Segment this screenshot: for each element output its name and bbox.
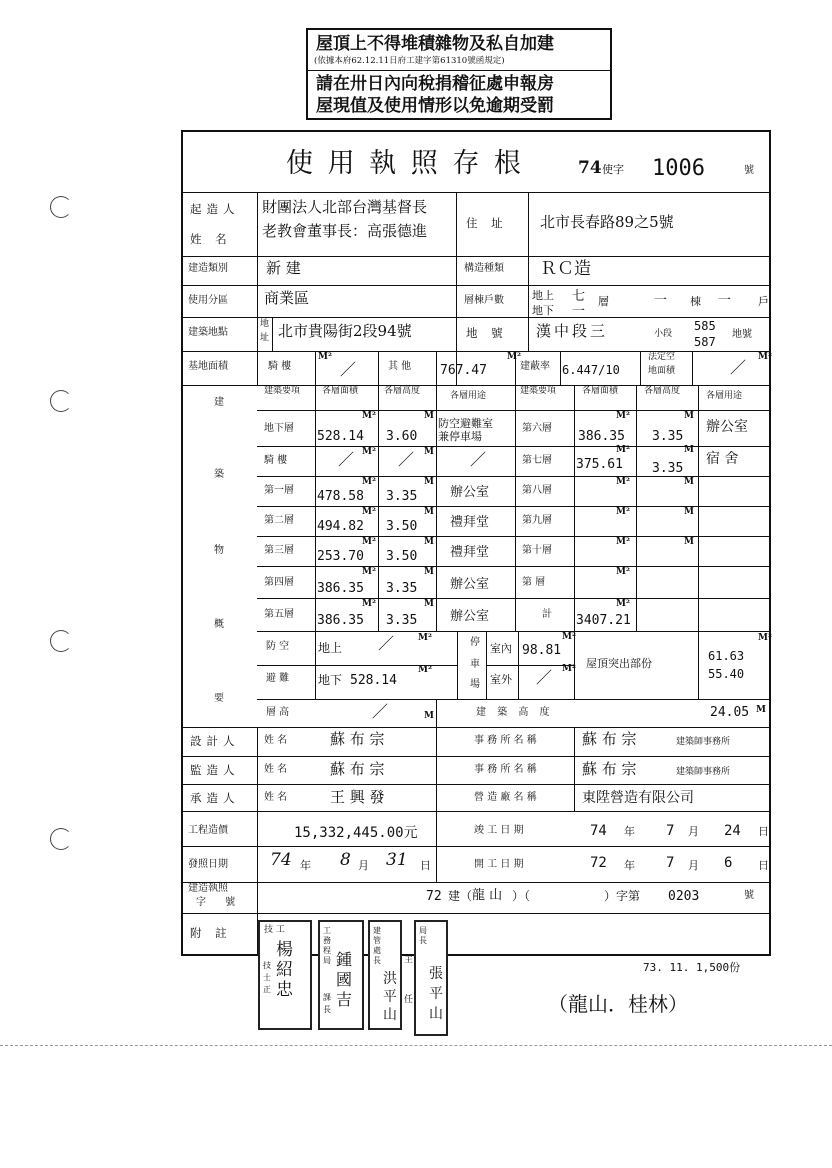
supervisor-firm-suffix: 建築師事務所 <box>676 767 731 777</box>
open-space-label-2: 地面積 <box>648 366 676 376</box>
right-row-total-label: 計 <box>542 609 552 620</box>
lot-subsection: 小段 <box>654 329 673 339</box>
supervisor-name-label: 姓 名 <box>264 764 288 775</box>
col-head-left-use: 各層用途 <box>450 391 487 401</box>
designer-firm-label: 事 務 所 名 稱 <box>474 735 537 746</box>
open-space-unit: M² <box>758 352 772 362</box>
permit-ref-year: 72 <box>426 889 442 904</box>
designer-firm: 蘇 布 宗 <box>582 730 637 748</box>
cost-label: 工程造價 <box>188 825 228 836</box>
col-head-left-item: 建築要項 <box>264 386 301 396</box>
start-month: 7 <box>666 855 675 871</box>
designer-name: 蘇 布 宗 <box>330 730 385 748</box>
site-label: 建築地點 <box>188 327 228 338</box>
building-side-2: 築 <box>214 469 224 480</box>
permit-ref-suffix: 號 <box>744 890 754 901</box>
owner-name-label: 姓 名 <box>190 232 232 246</box>
col-head-right-height: 各層高度 <box>644 386 681 396</box>
left-row-use: 辦公室 <box>450 609 490 624</box>
right-row-height: 3.35 <box>652 461 684 476</box>
owner-name-line1: 財團法人北部台灣基督長 <box>262 198 428 216</box>
roof-value-2: 55.40 <box>708 667 745 681</box>
site-area-label: 基地面積 <box>188 361 228 372</box>
open-space-label-1: 法定空 <box>648 352 676 362</box>
seal-stamp-1: 技 工 楊紹忠 技 士 正 <box>258 920 312 1030</box>
issue-day: 31 <box>386 850 408 870</box>
floors-label: 層棟戶數 <box>464 295 504 306</box>
parking-outdoor-label: 室外 <box>490 673 512 686</box>
supervisor-label: 監造人 <box>190 763 240 777</box>
left-row-use-2: 兼停車場 <box>438 430 482 443</box>
left-row-height: 3.35 <box>386 489 418 504</box>
col-head-right-use: 各層用途 <box>706 391 743 401</box>
shelter-label-1: 防 空 <box>266 641 290 652</box>
building-side-4: 概 <box>214 619 224 630</box>
left-row-floor: 地下層 <box>264 423 294 434</box>
floors-below-count: 一 <box>572 304 586 319</box>
open-space-value: ／ <box>730 358 747 377</box>
notice-line-4: 屋現值及使用情形以免逾期受罰 <box>316 96 554 116</box>
start-day: 6 <box>724 855 733 871</box>
notice-line-3: 請在卅日內向稅捐稽征處申報房 <box>316 74 554 94</box>
right-row-floor: 第八層 <box>522 485 552 496</box>
permit-suffix: 號 <box>744 165 754 176</box>
site-addr-tag-2: 址 <box>260 333 270 343</box>
left-row-use: 禮拜堂 <box>450 515 490 530</box>
right-row-floor: 第七層 <box>522 455 552 466</box>
notice-box <box>306 28 612 120</box>
owner-address: 北市長春路89之5號 <box>540 213 674 231</box>
build-type-label: 建造類別 <box>188 263 228 274</box>
left-row-height: 3.50 <box>386 519 418 534</box>
left-row-height: 3.60 <box>386 429 418 444</box>
permit-no-label-1: 建造執照 <box>188 883 228 894</box>
supervisor-firm: 蘇 布 宗 <box>582 760 637 778</box>
arcade-area-unit: M² <box>318 352 332 362</box>
parking-indoor-label: 室內 <box>490 642 512 655</box>
structure-value: ＲＣ造 <box>540 259 591 279</box>
floor-height-value: ／ <box>372 702 389 721</box>
roof-label: 屋頂突出部份 <box>586 657 652 670</box>
lot-section: 漢中段三 <box>536 322 609 340</box>
col-head-left-area: 各層面積 <box>322 386 359 396</box>
contractor-firm: 東陞營造有限公司 <box>582 790 694 806</box>
site-address: 北市貴陽街2段94號 <box>278 322 412 340</box>
lot-suffix: 地號 <box>732 329 752 340</box>
right-row-use: 辦公室 <box>706 419 748 435</box>
coverage-value: 6.447/10 <box>562 363 620 377</box>
left-row-height: 3.50 <box>386 549 418 564</box>
form-title: 使 用 執 照 存 根 <box>286 148 524 179</box>
lot-number-1: 585 <box>694 319 716 333</box>
contractor-name-label: 姓 名 <box>264 792 288 803</box>
left-row-use: ／ <box>470 450 487 469</box>
lot-label: 地 號 <box>466 326 508 340</box>
other-area-value: 767.47 <box>440 363 487 378</box>
permit-year: 74 <box>578 158 602 178</box>
address-label: 住 址 <box>466 216 508 230</box>
hu-count: 一 <box>718 293 732 308</box>
col-head-left-height: 各層高度 <box>384 386 421 396</box>
left-row-floor: 第四層 <box>264 577 294 588</box>
roof-value-1: 61.63 <box>708 649 745 663</box>
floors-above-count: 七 <box>572 289 586 304</box>
start-date-label: 開 工 日 期 <box>474 859 524 870</box>
left-row-area: 253.70 <box>317 549 364 564</box>
coverage-label: 建蔽率 <box>520 361 550 372</box>
parking-indoor-value: 98.81 <box>522 643 562 658</box>
site-addr-tag-1: 地 <box>260 319 270 329</box>
shelter-above-label: 地上 <box>318 641 343 655</box>
contractor-firm-label: 營 造 廠 名 稱 <box>474 792 537 803</box>
zoning-label: 使用分區 <box>188 295 228 306</box>
seal-stamp-2: 工 務 程 局 鍾國吉 課 長 <box>318 920 364 1030</box>
supervisor-name: 蘇 布 宗 <box>330 760 385 778</box>
parking-label-3: 場 <box>470 679 480 690</box>
right-row-floor: 第十層 <box>522 545 552 556</box>
print-info: 73. 11. 1,500份 <box>643 961 741 974</box>
permit-number: 1006 <box>652 156 705 181</box>
left-row-floor: 第五層 <box>264 609 294 620</box>
contractor-label: 承造人 <box>190 791 240 805</box>
left-row-height: ／ <box>398 450 415 469</box>
supervisor-firm-label: 事 務 所 名 稱 <box>474 764 537 775</box>
left-row-use: 辦公室 <box>450 577 490 592</box>
permit-ref-text-3: ）字第 <box>604 889 641 903</box>
left-row-area: 494.82 <box>317 519 364 534</box>
building-side-3: 物 <box>214 545 224 556</box>
shelter-label-2: 避 難 <box>266 673 290 684</box>
permit-ref-text-1: 建（ <box>448 889 473 903</box>
designer-name-label: 姓 名 <box>264 735 288 746</box>
cost-value: 15,332,445.00元 <box>294 825 418 841</box>
left-row-area: 386.35 <box>317 581 364 596</box>
zoning-value: 商業區 <box>264 289 310 307</box>
right-row-area: 375.61 <box>576 457 623 472</box>
left-row-height: 3.35 <box>386 613 418 628</box>
owner-name-line2: 老教會董事長：高張德進 <box>262 222 428 240</box>
right-row-floor: 第九層 <box>522 515 552 526</box>
col-head-right-item: 建築要項 <box>520 386 557 396</box>
building-height-label: 建 築 高 度 <box>476 707 554 718</box>
left-row-use: 禮拜堂 <box>450 545 490 560</box>
other-area-unit: M² <box>507 352 521 362</box>
left-row-area: 386.35 <box>317 613 364 628</box>
notice-line-1: 屋頂上不得堆積雜物及私自加建 <box>316 34 554 54</box>
left-row-area: 478.58 <box>317 489 364 504</box>
left-row-floor: 第一層 <box>264 485 294 496</box>
left-row-area: 528.14 <box>317 429 364 444</box>
issue-date-label: 發照日期 <box>188 859 228 870</box>
notice-line-2: (依據本府62.12.11日府工建字第61310號函規定) <box>314 56 505 66</box>
seal-stamp-4: 局 長 張平山 <box>414 920 448 1036</box>
right-row-floor: 第六層 <box>522 423 552 434</box>
shelter-below-label: 地下 <box>318 673 343 687</box>
issue-year: 74 <box>270 850 292 870</box>
hu-char: 戶 <box>758 295 769 308</box>
owner-label: 起造人 <box>190 202 240 216</box>
other-area-label: 其 他 <box>388 361 412 372</box>
completion-year: 74 <box>590 823 607 839</box>
completion-label: 竣 工 日 期 <box>474 825 524 836</box>
start-year: 72 <box>590 855 607 871</box>
designer-label: 設計人 <box>190 734 240 748</box>
left-row-use: 辦公室 <box>450 485 490 500</box>
seal-stamp-3: 建管處長 洪平山 <box>368 920 402 1030</box>
completion-day: 24 <box>724 823 741 839</box>
right-row-height: 3.35 <box>652 429 684 444</box>
parking-label-2: 車 <box>470 659 480 670</box>
left-row-height: 3.35 <box>386 581 418 596</box>
parking-outdoor-value: ／ <box>536 668 553 687</box>
right-row-use: 宿 舍 <box>706 451 739 467</box>
lot-number-2: 587 <box>694 335 716 349</box>
building-height-value: 24.05 <box>710 705 750 720</box>
arcade-area-label: 騎 樓 <box>268 361 292 372</box>
designer-firm-suffix: 建築師事務所 <box>676 737 731 747</box>
remark-label: 附 註 <box>190 926 232 940</box>
scan-edge-line <box>0 1045 832 1047</box>
left-row-floor: 騎 樓 <box>264 455 288 466</box>
building-side-1: 建 <box>214 397 224 408</box>
left-row-floor: 第二層 <box>264 515 294 526</box>
building-side-5: 要 <box>214 693 224 704</box>
issue-month: 8 <box>340 850 351 870</box>
permit-ref-number: 0203 <box>668 889 700 904</box>
completion-month: 7 <box>666 823 675 839</box>
left-row-floor: 第三層 <box>264 545 294 556</box>
permit-ref-district: 龍 山 <box>472 888 503 903</box>
permit-ref-text-2: ）（ <box>512 889 531 903</box>
shelter-above-value: ／ <box>378 634 395 653</box>
floors-below-label: 地下 <box>532 304 554 317</box>
permit-char: 使字 <box>602 163 624 176</box>
right-row-floor: 第 層 <box>522 577 546 588</box>
arcade-area-value: ／ <box>340 360 357 379</box>
dong-char: 棟 <box>690 295 701 308</box>
left-row-use: 防空避難室 <box>438 417 493 430</box>
district-note: （龍山．桂林） <box>548 992 688 1016</box>
col-head-right-area: 各層面積 <box>582 386 619 396</box>
floor-char: 層 <box>598 295 609 308</box>
contractor-name: 王 興 發 <box>330 788 385 806</box>
shelter-below-value: 528.14 <box>350 673 397 688</box>
right-row-total-area: 3407.21 <box>576 613 631 628</box>
build-type-value: 新 建 <box>266 259 301 277</box>
parking-label-1: 停 <box>470 637 480 648</box>
dong-count: 一 <box>654 293 668 308</box>
structure-label: 構造種類 <box>464 263 504 274</box>
floors-above-label: 地上 <box>532 289 554 302</box>
floor-height-label: 層 高 <box>266 707 290 718</box>
permit-no-label-2: 字 號 <box>196 897 244 908</box>
left-row-area: ／ <box>338 450 355 469</box>
right-row-area: 386.35 <box>578 429 625 444</box>
